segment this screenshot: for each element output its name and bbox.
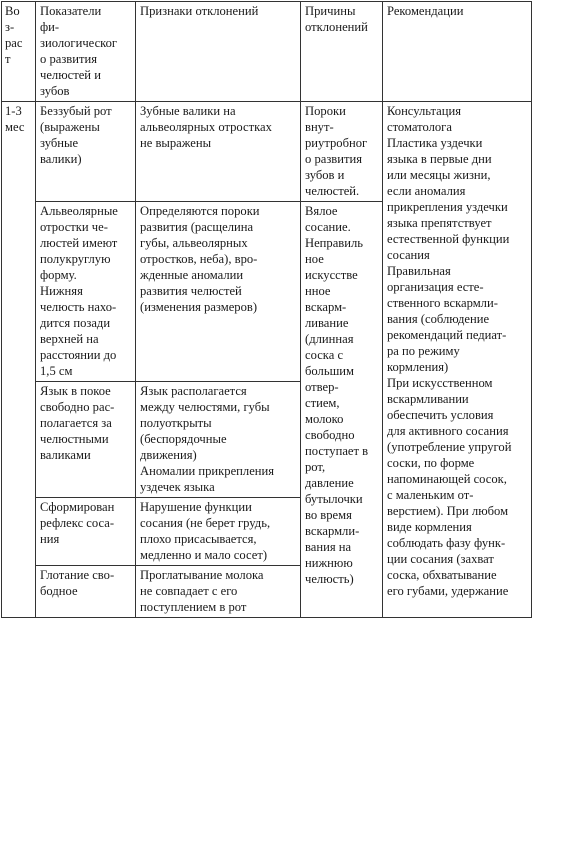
text-line: большим (305, 364, 354, 378)
text-line: мес (5, 120, 25, 134)
indicator-cell (36, 498, 136, 566)
text-line: свободно (305, 428, 355, 442)
text-line: полуоткрыты (140, 416, 212, 430)
text-line: Глотание сво- (40, 568, 115, 582)
text-line: бутылочки (305, 492, 363, 506)
indicator-cell (36, 102, 136, 202)
text-line: отклонений (305, 20, 368, 34)
text-line: т (5, 52, 11, 66)
text-line: сосание. (305, 220, 351, 234)
text-line: зубов и (305, 168, 345, 182)
text-line: Нарушение функции (140, 500, 252, 514)
text-line: верстием). При любом (387, 504, 509, 518)
text-line: альвеолярных отростках (140, 120, 272, 134)
text-line: челюсть нахо- (40, 300, 117, 314)
text-line: бодное (40, 584, 78, 598)
table-row (2, 102, 532, 202)
text-line: соска с (305, 348, 344, 362)
text-line: отвер- (305, 380, 339, 394)
text-line: фи- (40, 20, 60, 34)
text-line: уздечек языка (140, 480, 215, 494)
sign-cell (136, 382, 301, 498)
text-line: языка препятствует (387, 216, 492, 230)
text-line: прикрепления уздечки (387, 200, 508, 214)
age-cell (2, 102, 36, 618)
sign-cell (136, 566, 301, 618)
recommendations-cell (383, 102, 532, 618)
text-line: с маленьким от- (387, 488, 474, 502)
text-line: естественной функции (387, 232, 510, 246)
text-line: его губами, удержание (387, 584, 509, 598)
sign-cell (136, 498, 301, 566)
text-line: люстей имеют (40, 236, 118, 250)
text-line: Нижняя (40, 284, 83, 298)
header-recommendations-text: Рекомендации (387, 4, 464, 18)
text-line: Пороки (305, 104, 346, 118)
text-line: рефлекс соса- (40, 516, 115, 530)
text-line: Язык располагается (140, 384, 247, 398)
text-line: риутробног (305, 136, 368, 150)
text-line: з- (5, 20, 15, 34)
text-line: или месяцы жизни, (387, 168, 491, 182)
text-line: Проглатывание молока (140, 568, 264, 582)
text-line: поступает в (305, 444, 369, 458)
text-line: (беспорядочные (140, 432, 227, 446)
text-line: Неправиль (305, 236, 364, 250)
text-line: ния (40, 532, 60, 546)
text-line: отростков, неба), вро- (140, 252, 258, 266)
header-age (2, 2, 36, 102)
text-line: вскармливании (387, 392, 469, 406)
text-line: виде кормления (387, 520, 472, 534)
text-line: Беззубый рот (40, 104, 112, 118)
text-line: вания на (305, 540, 352, 554)
text-line: языка в первые дни (387, 152, 492, 166)
indicator-cell (36, 202, 136, 382)
text-line: При искусственном (387, 376, 493, 390)
header-signs-text: Признаки отклонений (140, 4, 259, 18)
text-line: соблюдать фазу функ- (387, 536, 506, 550)
sign-cell (136, 202, 301, 382)
text-line: внут- (305, 120, 334, 134)
text-line: зиологическог (40, 36, 118, 50)
text-line: молоко (305, 412, 344, 426)
text-line: во время (305, 508, 352, 522)
header-row (2, 2, 532, 102)
text-line: (употребление упругой (387, 440, 512, 454)
text-line: о развития (305, 152, 363, 166)
text-line: Правильная (387, 264, 451, 278)
text-line: зубов (40, 84, 70, 98)
text-line: валиками (40, 448, 91, 462)
text-line: челюсть) (305, 572, 354, 586)
text-line: ливание (305, 316, 349, 330)
header-causes (301, 2, 383, 102)
text-line: давление (305, 476, 354, 490)
text-line: рас (5, 36, 23, 50)
text-line: жденные аномалии (140, 268, 244, 282)
text-line: форму. (40, 268, 77, 282)
text-line: дится позади (40, 316, 111, 330)
text-line: (длинная (305, 332, 354, 346)
text-line: губы, альвеолярных (140, 236, 248, 250)
text-line: (выражены (40, 120, 100, 134)
text-line: стием, (305, 396, 340, 410)
text-line: Определяются пороки (140, 204, 260, 218)
text-line: 1-3 (5, 104, 22, 118)
causes-cell (301, 102, 383, 202)
indicator-cell (36, 566, 136, 618)
text-line: не совпадает с его (140, 584, 238, 598)
text-line: не выражены (140, 136, 212, 150)
text-line: если аномалия (387, 184, 466, 198)
text-line: Язык в покое (40, 384, 111, 398)
text-line: (изменения размеров) (140, 300, 258, 314)
text-line: расстоянии до (40, 348, 117, 362)
text-line: плохо присасывается, (140, 532, 257, 546)
text-line: для активного сосания (387, 424, 509, 438)
header-signs (136, 2, 301, 102)
text-line: напоминающей сосок, (387, 472, 507, 486)
text-line: полукруглую (40, 252, 111, 266)
sign-cell (136, 102, 301, 202)
text-line: Во (5, 4, 20, 18)
text-line: зубные (40, 136, 79, 150)
text-line: поступлением в рот (140, 600, 247, 614)
text-line: челюстными (40, 432, 109, 446)
text-line: валики) (40, 152, 82, 166)
text-line: ственного вскармли- (387, 296, 498, 310)
text-line: отростки че- (40, 220, 108, 234)
text-line: Зубные валики на (140, 104, 236, 118)
text-line: Причины (305, 4, 356, 18)
text-line: сосания (не берет грудь, (140, 516, 271, 530)
text-line: ра по режиму (387, 344, 460, 358)
text-line: 1,5 см (40, 364, 73, 378)
header-indicators (36, 2, 136, 102)
text-line: организация есте- (387, 280, 484, 294)
development-table (1, 1, 532, 618)
text-line: рекомендаций педиат- (387, 328, 507, 342)
text-line: соски, по форме (387, 456, 475, 470)
text-line: обеспечить условия (387, 408, 494, 422)
text-line: челюстей. (305, 184, 360, 198)
text-line: ции сосания (захват (387, 552, 494, 566)
text-line: кормления) (387, 360, 449, 374)
text-line: нижнюю (305, 556, 353, 570)
text-line: рот, (305, 460, 326, 474)
text-line: между челюстями, губы (140, 400, 270, 414)
text-line: верхней на (40, 332, 99, 346)
text-line: вскармли- (305, 524, 360, 538)
text-line: Показатели (40, 4, 102, 18)
indicator-cell (36, 382, 136, 498)
text-line: свободно рас- (40, 400, 115, 414)
text-line: челюстей и (40, 68, 101, 82)
text-line: о развития (40, 52, 98, 66)
text-line: соска, обхватывание (387, 568, 497, 582)
text-line: Сформирован (40, 500, 115, 514)
text-line: развития (расщелина (140, 220, 254, 234)
text-line: Консультация (387, 104, 462, 118)
text-line: Вялое (305, 204, 338, 218)
causes-cell (301, 202, 383, 618)
text-line: движения) (140, 448, 197, 462)
text-line: искусстве (305, 268, 358, 282)
text-line: полагается за (40, 416, 112, 430)
text-line: вскарм- (305, 300, 347, 314)
text-line: ное (305, 252, 324, 266)
header-recommendations (383, 2, 532, 102)
text-line: стоматолога (387, 120, 452, 134)
text-line: вания (соблюдение (387, 312, 490, 326)
text-line: сосания (387, 248, 430, 262)
text-line: нное (305, 284, 331, 298)
text-line: развития челюстей (140, 284, 242, 298)
text-line: Альвеолярные (40, 204, 118, 218)
text-line: медленно и мало сосет) (140, 548, 268, 562)
text-line: Аномалии прикрепления (140, 464, 275, 478)
text-line: Пластика уздечки (387, 136, 483, 150)
